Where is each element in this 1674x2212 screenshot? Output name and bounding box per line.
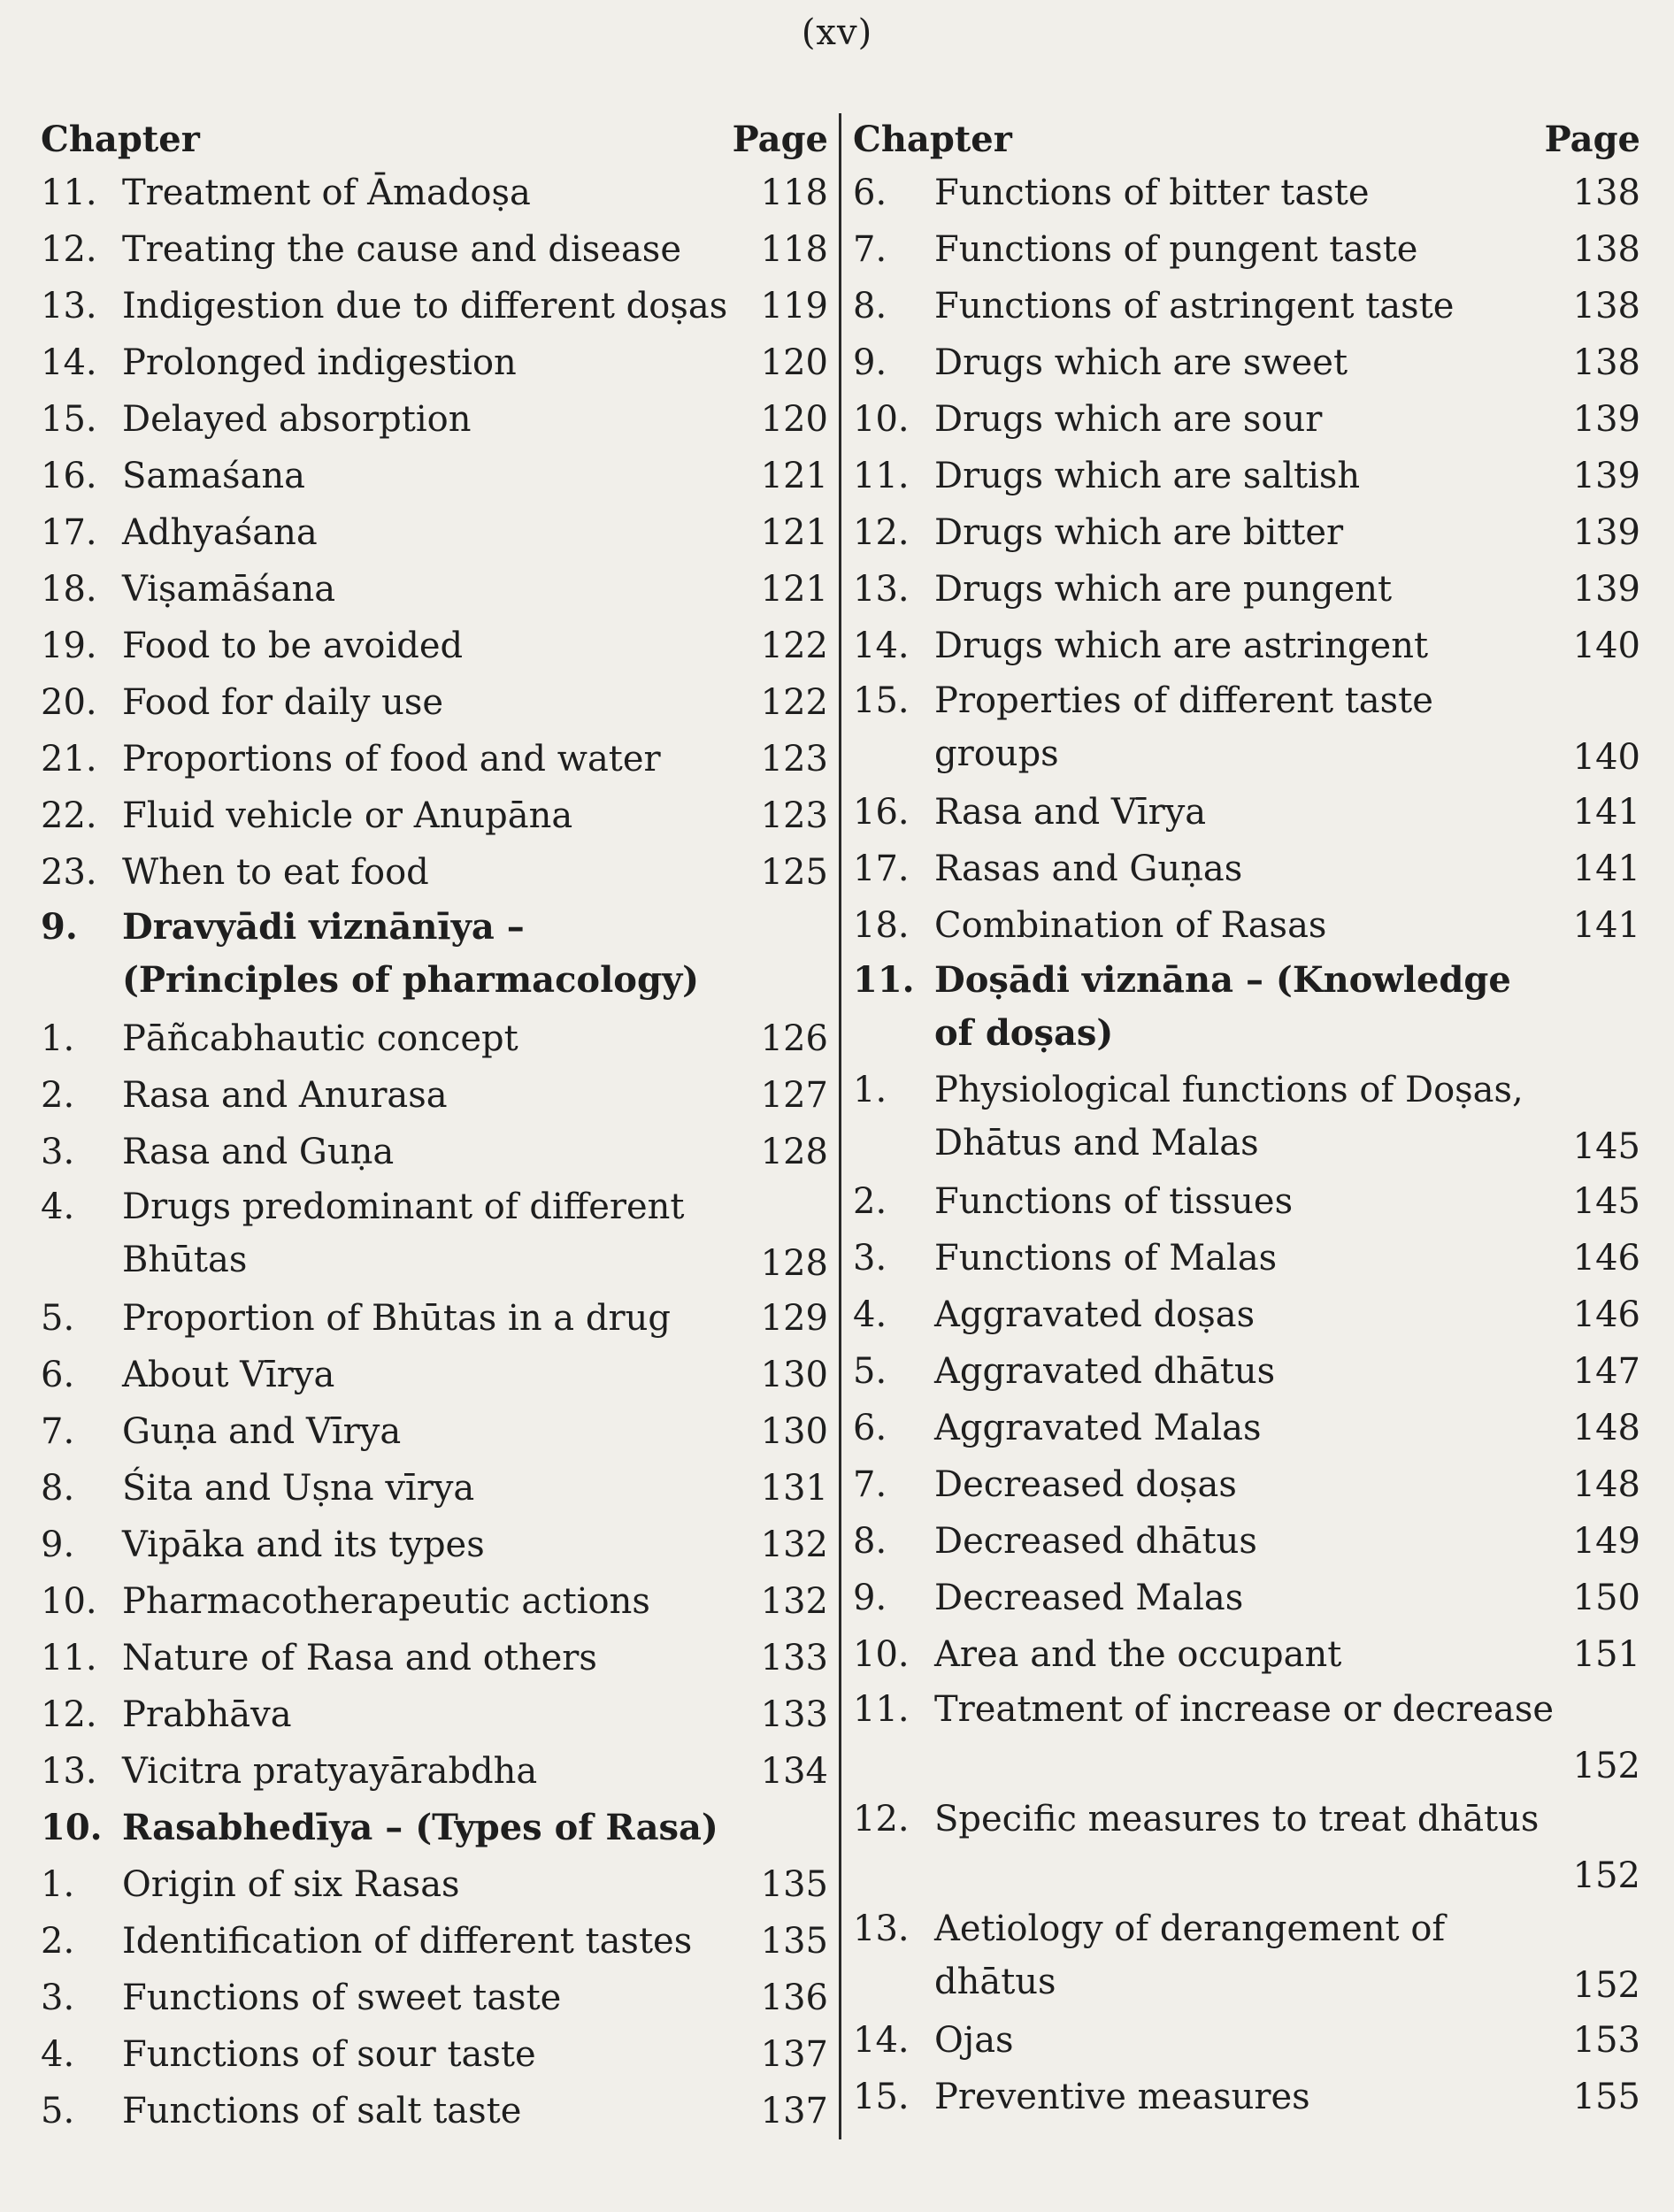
- entry-number: 5.: [853, 1351, 887, 1392]
- toc-section-heading: [853, 954, 1640, 1064]
- toc-entry: [853, 1343, 1640, 1400]
- entry-number: 7.: [41, 1411, 75, 1452]
- entry-number: 22.: [41, 795, 97, 836]
- entry-title: Drugs which are bitter: [934, 512, 1344, 553]
- entry-title: Pāñcabhautic concept: [122, 1018, 518, 1059]
- entry-title: Vicitra pratyayārabdha: [122, 1751, 538, 1792]
- entry-number: 2.: [41, 1921, 75, 1962]
- toc-entry: [41, 1124, 828, 1180]
- entry-title: Pharmacotherapeutic actions: [122, 1581, 650, 1622]
- entry-page: 118: [760, 173, 828, 213]
- entry-page: 153: [1572, 2020, 1640, 2061]
- toc-entry: [41, 1970, 828, 2026]
- entry-title: Fluid vehicle or Anupāna: [122, 795, 573, 836]
- entry-title: Rasa and Anurasa: [122, 1075, 448, 1116]
- entry-number: 6.: [853, 173, 887, 213]
- toc-entry: [41, 334, 828, 391]
- toc-entry: [41, 391, 828, 448]
- entry-number: 18.: [853, 905, 910, 946]
- entry-page: 121: [760, 456, 828, 496]
- entry-title: Indigestion due to different doṣas: [122, 286, 728, 326]
- toc-entry: [41, 561, 828, 618]
- entry-page: 146: [1572, 1238, 1640, 1279]
- entry-page: 150: [1572, 1578, 1640, 1618]
- entry-title: Functions of sour taste: [122, 2034, 536, 2075]
- toc-entry: [853, 221, 1640, 278]
- toc-entry: [853, 1230, 1640, 1286]
- entry-title: Drugs which are sweet: [934, 342, 1348, 383]
- entry-number: 3.: [41, 1132, 75, 1172]
- entry-number: 6.: [853, 1408, 887, 1448]
- entry-title: Decreased dhātus: [934, 1521, 1257, 1562]
- toc-entry: [853, 278, 1640, 334]
- toc-entry: [853, 1626, 1640, 1683]
- entry-page: 148: [1572, 1408, 1640, 1448]
- entry-page: 127: [760, 1075, 828, 1116]
- toc-entry: [853, 897, 1640, 954]
- entry-number: 4.: [41, 1187, 75, 1227]
- toc-entry: [853, 784, 1640, 841]
- entry-title: Decreased doṣas: [934, 1464, 1237, 1505]
- entry-page: 120: [760, 399, 828, 440]
- toc-entry: [41, 278, 828, 334]
- entry-page: 121: [760, 569, 828, 610]
- column-divider: [839, 113, 841, 2139]
- entry-title: Functions of Malas: [934, 1238, 1278, 1279]
- entry-number: 3.: [853, 1238, 887, 1279]
- entry-page: 140: [1572, 626, 1640, 666]
- entry-number: 11.: [41, 173, 97, 213]
- entry-number: 21.: [41, 739, 97, 780]
- entry-title: Rasa and Vīrya: [934, 792, 1207, 833]
- toc-entry: [41, 1517, 828, 1573]
- toc-entry: [41, 731, 828, 787]
- entry-page: 118: [760, 229, 828, 270]
- entry-page: 134: [760, 1751, 828, 1792]
- entry-page: 151: [1572, 1634, 1640, 1675]
- entry-title: Food for daily use: [122, 682, 444, 723]
- entry-page: 138: [1572, 286, 1640, 326]
- entry-number: 19.: [41, 626, 97, 666]
- toc-entry: [853, 1570, 1640, 1626]
- entry-number: 10.: [41, 1807, 103, 1848]
- entry-page: 121: [760, 512, 828, 553]
- entry-title: Decreased Malas: [934, 1578, 1244, 1618]
- entry-number: 14.: [853, 626, 910, 666]
- entry-page: 129: [760, 1298, 828, 1339]
- entry-title: Origin of six Rasas: [122, 1864, 460, 1905]
- entry-title: Drugs which are astringent: [934, 626, 1429, 666]
- entry-page: 122: [760, 682, 828, 723]
- entry-number: 23.: [41, 852, 97, 893]
- entry-page: 136: [760, 1978, 828, 2018]
- page-number: (xv): [801, 12, 873, 53]
- entry-page: 123: [760, 795, 828, 836]
- entry-title: Samaśana: [122, 456, 306, 496]
- entry-number: 2.: [41, 1075, 75, 1116]
- toc-entry: [853, 391, 1640, 448]
- toc-entry: [41, 221, 828, 278]
- toc-entry: [853, 1173, 1640, 1230]
- entry-title: Śita and Uṣna vīrya: [122, 1468, 475, 1509]
- toc-entry: [41, 618, 828, 674]
- entry-number: 13.: [41, 1751, 97, 1792]
- toc-entry: [41, 165, 828, 221]
- entry-number: 11.: [853, 1689, 910, 1730]
- entry-title: Functions of astringent taste: [934, 286, 1455, 326]
- entry-number: 13.: [853, 569, 910, 610]
- entry-title: Vipāka and its types: [122, 1525, 485, 1565]
- entry-title: Area and the occupant: [934, 1634, 1342, 1675]
- entry-number: 1.: [41, 1018, 75, 1059]
- entry-title: Proportions of food and water: [122, 739, 661, 780]
- entry-page: 122: [760, 626, 828, 666]
- entry-title: Doṣādi viznāna – (Knowledge of doṣas): [934, 959, 1511, 1054]
- entry-page: 138: [1572, 173, 1640, 213]
- entry-page: 139: [1572, 399, 1640, 440]
- toc-entry: [41, 1290, 828, 1347]
- entry-page: 123: [760, 739, 828, 780]
- entry-number: 9.: [853, 342, 887, 383]
- entry-page: 149: [1572, 1521, 1640, 1562]
- entry-number: 17.: [41, 512, 97, 553]
- entry-title: Ojas: [934, 2020, 1014, 2061]
- toc-entry: [853, 561, 1640, 618]
- chapter-header: Chapter: [853, 119, 1012, 160]
- toc-entry: [853, 841, 1640, 897]
- entry-number: 10.: [41, 1581, 97, 1622]
- entry-title: Dravyādi viznānīya – (Principles of pharmacology): [122, 906, 700, 1001]
- toc-entry: [41, 1347, 828, 1403]
- toc-entry: [853, 334, 1640, 391]
- entry-number: 11.: [853, 959, 915, 1001]
- entry-page: 152: [1572, 1965, 1640, 2006]
- entry-number: 14.: [853, 2020, 910, 2061]
- entry-page: 145: [1572, 1126, 1640, 1167]
- toc-entry: [41, 1630, 828, 1686]
- toc-entry: [853, 2012, 1640, 2069]
- entry-number: 8.: [41, 1468, 75, 1509]
- entry-title: Proportion of Bhūtas in a drug: [122, 1298, 671, 1339]
- toc-entry: [41, 1460, 828, 1517]
- entry-page: 146: [1572, 1294, 1640, 1335]
- toc-entry: [853, 618, 1640, 674]
- toc-entry: [853, 1902, 1640, 2012]
- entry-page: 126: [760, 1018, 828, 1059]
- toc-entry: [853, 2069, 1640, 2125]
- entry-number: 16.: [853, 792, 910, 833]
- entry-page: 138: [1572, 342, 1640, 383]
- toc-entry: [41, 2026, 828, 2083]
- entry-title: Aggravated dhātus: [934, 1351, 1276, 1392]
- toc-entry: [853, 165, 1640, 221]
- entry-title: Nature of Rasa and others: [122, 1638, 597, 1678]
- entry-title: Guṇa and Vīrya: [122, 1411, 402, 1452]
- toc-entry: [41, 1573, 828, 1630]
- entry-number: 5.: [41, 2091, 75, 2131]
- entry-number: 10.: [853, 399, 910, 440]
- entry-title: Treatment of Āmadoṣa: [122, 173, 531, 213]
- toc-section-heading: [41, 901, 828, 1010]
- entry-page: 145: [1572, 1181, 1640, 1222]
- toc-entry: [41, 1856, 828, 1913]
- toc-entry: [41, 1180, 828, 1290]
- entry-number: 4.: [853, 1294, 887, 1335]
- entry-title: Aggravated doṣas: [934, 1294, 1256, 1335]
- entry-number: 15.: [853, 680, 910, 721]
- entry-page: 137: [760, 2034, 828, 2075]
- toc-entry: [41, 1010, 828, 1067]
- entry-page: 135: [760, 1921, 828, 1962]
- entry-page: 152: [1572, 1855, 1640, 1896]
- entry-title: Drugs which are pungent: [934, 569, 1393, 610]
- entry-title: Aggravated Malas: [934, 1408, 1262, 1448]
- entry-page: 133: [760, 1638, 828, 1678]
- entry-title: Prabhāva: [122, 1694, 292, 1735]
- entry-number: 2.: [853, 1181, 887, 1222]
- entry-page: 147: [1572, 1351, 1640, 1392]
- entry-page: 131: [760, 1468, 828, 1509]
- toc-entry: [853, 1064, 1640, 1173]
- toc-section-heading: [41, 1800, 828, 1856]
- entry-number: 10.: [853, 1634, 910, 1675]
- toc-entry: [41, 448, 828, 504]
- page-header: Page: [732, 119, 828, 160]
- toc-entry: [41, 1743, 828, 1800]
- entry-number: 12.: [41, 1694, 97, 1735]
- entry-number: 8.: [853, 286, 887, 326]
- entry-page: 139: [1572, 569, 1640, 610]
- entry-number: 1.: [41, 1864, 75, 1905]
- entry-page: 130: [760, 1355, 828, 1395]
- entry-page: 148: [1572, 1464, 1640, 1505]
- entry-page: 130: [760, 1411, 828, 1452]
- entry-number: 15.: [41, 399, 97, 440]
- entry-number: 13.: [41, 286, 97, 326]
- toc-entry: [41, 1403, 828, 1460]
- entry-title: Combination of Rasas: [934, 905, 1327, 946]
- toc-entry: [41, 504, 828, 561]
- entry-page: 155: [1572, 2077, 1640, 2117]
- entry-page: 139: [1572, 512, 1640, 553]
- toc-column-left: [41, 115, 828, 2139]
- toc-column-right: [853, 115, 1640, 2125]
- entry-number: 6.: [41, 1355, 75, 1395]
- entry-page: 132: [760, 1525, 828, 1565]
- toc-entry: [41, 674, 828, 731]
- entry-number: 17.: [853, 849, 910, 889]
- entry-page: 128: [760, 1243, 828, 1284]
- entry-page: 133: [760, 1694, 828, 1735]
- toc-entry: [853, 504, 1640, 561]
- toc-entry: [41, 1686, 828, 1743]
- entry-number: 12.: [853, 1799, 910, 1839]
- entry-title: Functions of tissues: [934, 1181, 1294, 1222]
- entry-title: Drugs predominant of different Bhūtas: [122, 1187, 685, 1280]
- toc-entry: [853, 1683, 1640, 1793]
- entry-title: Rasabhedīya – (Types of Rasa): [122, 1807, 718, 1848]
- entry-title: Treatment of increase or decrease: [934, 1689, 1555, 1730]
- entry-number: 1.: [853, 1070, 887, 1110]
- entry-title: Prolonged indigestion: [122, 342, 517, 383]
- entry-page: 125: [760, 852, 828, 893]
- entry-title: Identification of different tastes: [122, 1921, 693, 1962]
- entry-page: 132: [760, 1581, 828, 1622]
- entry-page: 135: [760, 1864, 828, 1905]
- entry-title: Drugs which are saltish: [934, 456, 1361, 496]
- entry-title: Rasas and Guṇas: [934, 849, 1243, 889]
- toc-entry: [853, 674, 1640, 784]
- entry-number: 7.: [853, 1464, 887, 1505]
- entry-title: Treating the cause and disease: [122, 229, 681, 270]
- entry-title: Properties of different taste groups: [934, 680, 1433, 774]
- toc-entry: [853, 1793, 1640, 1902]
- entry-number: 9.: [41, 906, 78, 948]
- entry-number: 5.: [41, 1298, 75, 1339]
- column-header: [853, 115, 1640, 165]
- toc-list: [853, 165, 1640, 2125]
- entry-title: When to eat food: [122, 852, 429, 893]
- entry-page: 141: [1572, 792, 1640, 833]
- toc-entry: [853, 1286, 1640, 1343]
- entry-page: 139: [1572, 456, 1640, 496]
- entry-number: 18.: [41, 569, 97, 610]
- chapter-header: Chapter: [41, 119, 200, 160]
- entry-title: Functions of pungent taste: [934, 229, 1418, 270]
- column-header: [41, 115, 828, 165]
- entry-number: 4.: [41, 2034, 75, 2075]
- toc-entry: [41, 1067, 828, 1124]
- toc-entry: [41, 2083, 828, 2139]
- entry-title: Functions of bitter taste: [934, 173, 1370, 213]
- entry-title: Food to be avoided: [122, 626, 464, 666]
- entry-number: 9.: [853, 1578, 887, 1618]
- entry-page: 152: [1572, 1746, 1640, 1786]
- entry-page: 119: [760, 286, 828, 326]
- entry-title: Rasa and Guṇa: [122, 1132, 395, 1172]
- entry-number: 3.: [41, 1978, 75, 2018]
- toc-entry: [41, 787, 828, 844]
- toc-list: [41, 165, 828, 2139]
- entry-page: 128: [760, 1132, 828, 1172]
- entry-title: Aetiology of derangement of dhātus: [934, 1909, 1446, 2002]
- page-header: Page: [1544, 119, 1640, 160]
- toc-entry: [853, 448, 1640, 504]
- entry-number: 11.: [41, 1638, 97, 1678]
- toc-entry: [853, 1456, 1640, 1513]
- entry-page: 120: [760, 342, 828, 383]
- entry-number: 20.: [41, 682, 97, 723]
- entry-page: 140: [1572, 737, 1640, 778]
- entry-number: 12.: [853, 512, 910, 553]
- entry-title: Functions of salt taste: [122, 2091, 522, 2131]
- entry-title: Viṣamāśana: [122, 569, 336, 610]
- entry-title: Adhyaśana: [122, 512, 318, 553]
- entry-title: About Vīrya: [122, 1355, 335, 1395]
- entry-number: 7.: [853, 229, 887, 270]
- entry-number: 11.: [853, 456, 910, 496]
- entry-page: 137: [760, 2091, 828, 2131]
- entry-number: 15.: [853, 2077, 910, 2117]
- entry-number: 16.: [41, 456, 97, 496]
- entry-title: Specific measures to treat dhātus: [934, 1799, 1540, 1839]
- entry-title: Drugs which are sour: [934, 399, 1323, 440]
- entry-page: 141: [1572, 905, 1640, 946]
- entry-title: Physiological functions of Doṣas, Dhātus and Malas: [934, 1070, 1524, 1164]
- entry-number: 9.: [41, 1525, 75, 1565]
- toc-entry: [853, 1400, 1640, 1456]
- entry-page: 138: [1572, 229, 1640, 270]
- entry-number: 13.: [853, 1909, 910, 1949]
- entry-number: 8.: [853, 1521, 887, 1562]
- entry-title: Preventive measures: [934, 2077, 1310, 2117]
- entry-number: 12.: [41, 229, 97, 270]
- entry-page: 141: [1572, 849, 1640, 889]
- entry-title: Delayed absorption: [122, 399, 472, 440]
- toc-entry: [41, 844, 828, 901]
- toc-entry: [853, 1513, 1640, 1570]
- entry-title: Functions of sweet taste: [122, 1978, 562, 2018]
- toc-entry: [41, 1913, 828, 1970]
- entry-number: 14.: [41, 342, 97, 383]
